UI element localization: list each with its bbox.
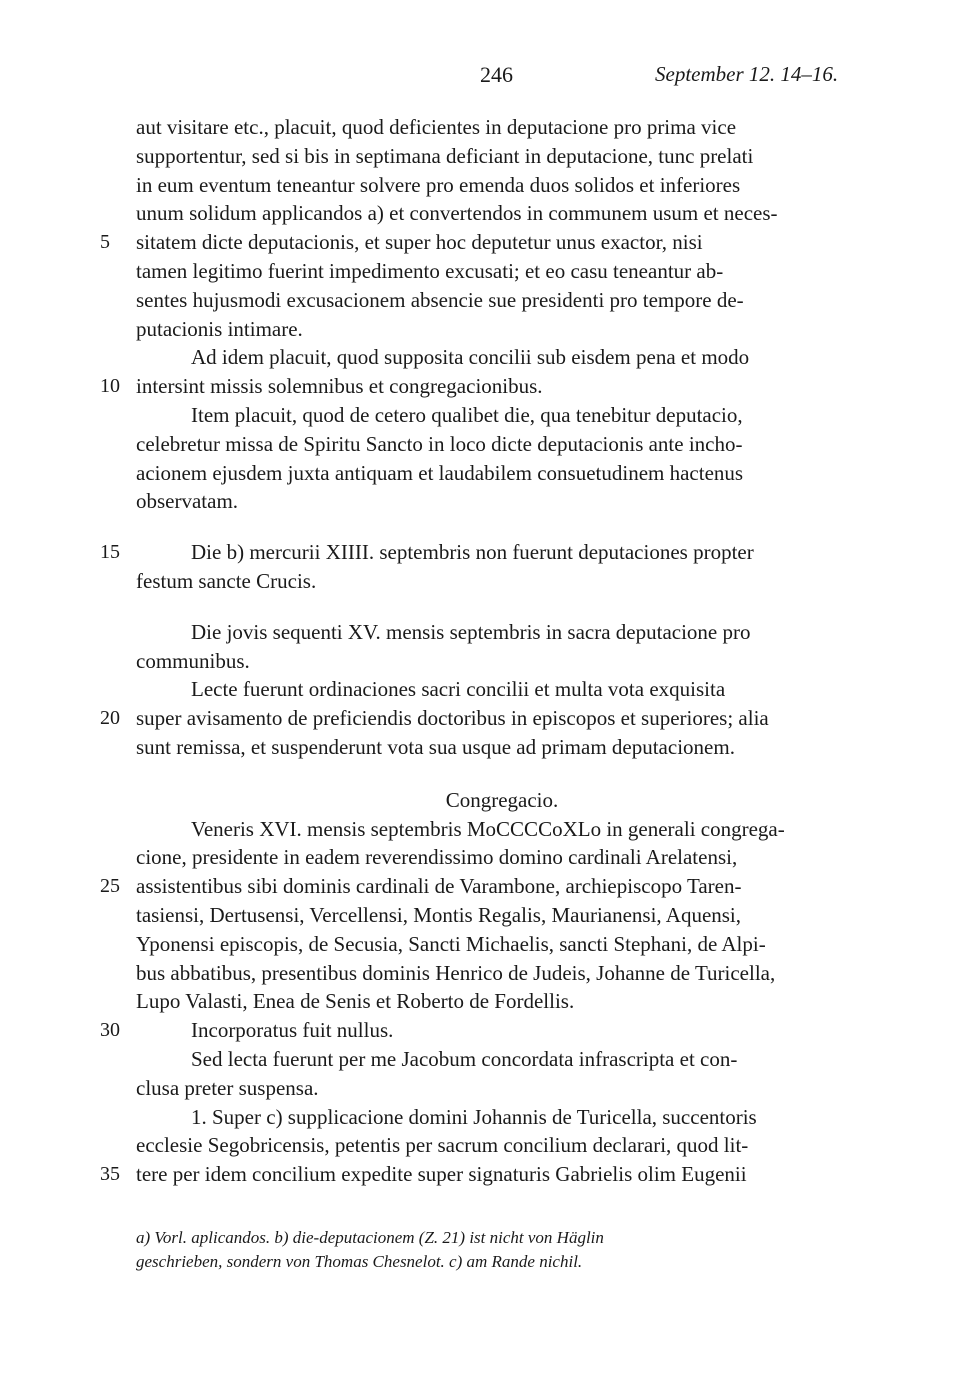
text-line: tere per idem concilium expedite super signaturis Gabrielis olim Eugenii 35: [136, 1160, 868, 1189]
text-line: tamen legitimo fuerint impedimento excusati; et eo casu teneantur ab-: [136, 258, 724, 283]
text-line: super avisamento de preficiendis doctoribus in episcopos et superiores; alia 20: [136, 704, 868, 733]
text-line: ecclesie Segobricensis, petentis per sacrum concilium declarari, quod lit-: [136, 1133, 749, 1158]
line-number: 35: [100, 1163, 120, 1186]
line-number: 20: [100, 707, 120, 730]
body-text: [100, 113, 868, 1189]
line-number: 15: [100, 541, 120, 564]
line-number: 30: [100, 1019, 120, 1042]
text-line: communibus.: [136, 648, 250, 673]
line-number: 25: [100, 875, 120, 898]
text-line: festum sancte Crucis.: [136, 568, 317, 593]
text-line: Incorporatus fuit nullus. 30: [136, 1016, 868, 1045]
text-line: Lupo Valasti, Enea de Senis et Roberto de Fordellis.: [136, 989, 575, 1014]
text-line: Sed lecta fuerunt per me Jacobum concordata infrascripta et con-: [191, 1046, 738, 1071]
text-line: unum solidum applicandos a) et convertendos in communem usum et neces-: [136, 201, 778, 226]
text-line: Die jovis sequenti XV. mensis septembris in sacra deputacione pro: [191, 619, 751, 644]
footnote-line: geschrieben, sondern von Thomas Chesnelot. c) am Rande nichil.: [136, 1252, 583, 1271]
text-line: intersint missis solemnibus et congregacionibus. 10: [136, 372, 868, 401]
text-line: 1. Super c) supplicacione domini Johannis de Turicella, succentoris: [191, 1104, 757, 1129]
spacer: [136, 762, 868, 786]
text-line: observatam.: [136, 489, 239, 514]
line-number: 5: [100, 231, 110, 254]
text-line: acionem ejusdem juxta antiquam et laudabilem consuetudinem hactenus: [136, 460, 744, 485]
line-number: 10: [100, 375, 120, 398]
spacer: [136, 516, 868, 538]
running-head: September 12. 14–16.: [655, 62, 839, 86]
footnotes: [136, 1226, 868, 1274]
text-line: clusa preter suspensa.: [136, 1075, 319, 1100]
text-line: assistentibus sibi dominis cardinali de Varambone, archiepiscopo Taren- 25: [136, 872, 868, 901]
section-heading: Congregacio.: [445, 787, 559, 812]
text-line: Yponensi episcopis, de Secusia, Sancti Michaelis, sancti Stephani, de Alpi-: [136, 931, 766, 956]
text-line: Ad idem placuit, quod supposita concilii sub eisdem pena et modo: [191, 345, 750, 370]
text-line: tasiensi, Dertusensi, Vercellensi, Montis Regalis, Maurianensi, Aquensi,: [136, 902, 742, 927]
text-line: putacionis intimare.: [136, 316, 303, 341]
text-line: Die b) mercurii XIIII. septembris non fuerunt deputaciones propter 15: [136, 538, 868, 567]
footnote-line: a) Vorl. aplicandos. b) die-deputacionem (Z. 21) ist nicht von Häglin: [136, 1228, 604, 1247]
text-line: cione, presidente in eadem reverendissimo domino cardinali Arelatensi,: [136, 845, 738, 870]
text-line: celebretur missa de Spiritu Sancto in loco dicte deputacionis ante incho-: [136, 431, 743, 456]
text-line: Item placuit, quod de cetero qualibet die, qua tenebitur deputacio,: [191, 402, 743, 427]
text-line: sentes hujusmodi excusacionem absencie sue presidenti pro tempore de-: [136, 287, 744, 312]
text-line: sitatem dicte deputacionis, et super hoc deputetur unus exactor, nisi 5: [136, 228, 868, 257]
text-line: sunt remissa, et suspenderunt vota sua usque ad primam deputacionem.: [136, 734, 735, 759]
text-line: Lecte fuerunt ordinaciones sacri concilii et multa vota exquisita: [191, 677, 726, 702]
text-line: aut visitare etc., placuit, quod deficientes in deputacione pro prima vice: [136, 115, 737, 139]
text-line: Veneris XVI. mensis septembris MoCCCCoXLo in generali congrega-: [191, 816, 785, 841]
page-number: 246: [480, 62, 513, 87]
text-line: supportentur, sed si bis in septimana deficiant in deputacione, tunc prelati: [136, 143, 754, 168]
text-line: bus abbatibus, presentibus dominis Henrico de Judeis, Johanne de Turicella,: [136, 960, 776, 985]
spacer: [136, 596, 868, 618]
page-header: [0, 62, 960, 92]
text-line: in eum eventum teneantur solvere pro emenda duos solidos et inferiores: [136, 172, 741, 197]
